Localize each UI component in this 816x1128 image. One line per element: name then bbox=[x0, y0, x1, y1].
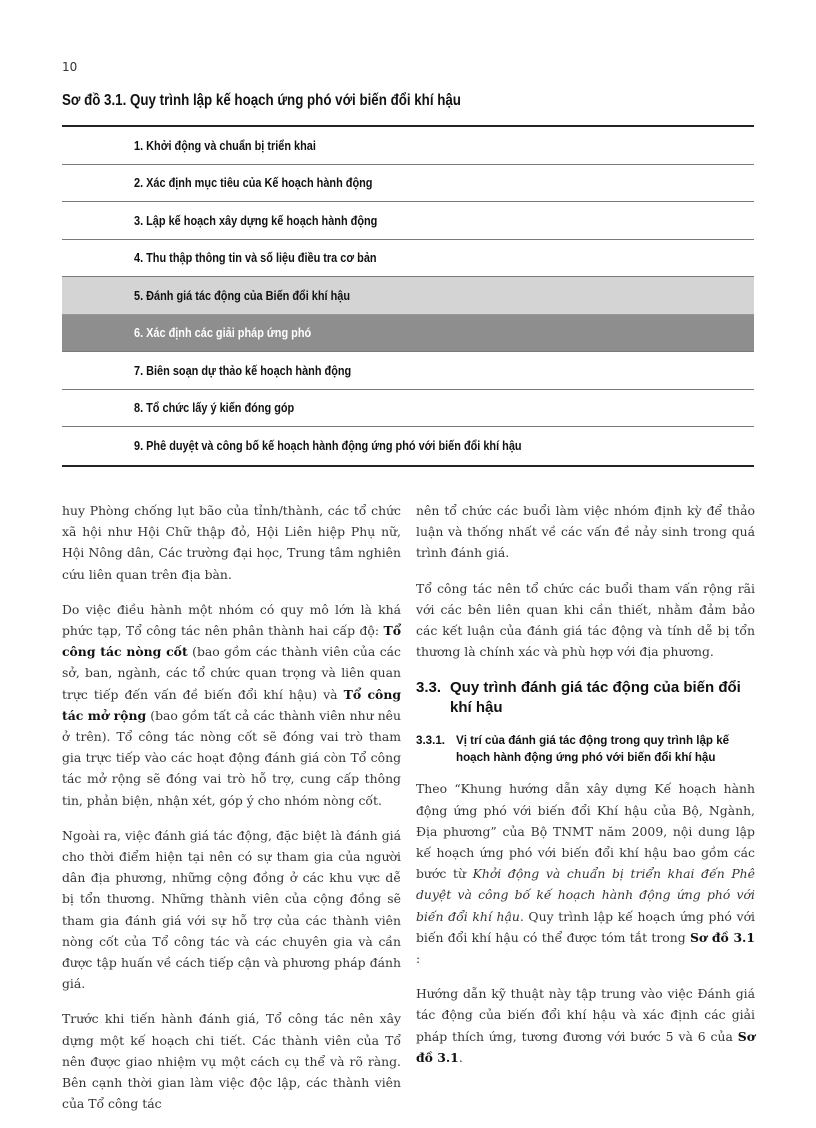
paragraph: Trước khi tiến hành đánh giá, Tổ công tác nên xây dựng một kế hoạch chi tiết. Các thành viên của Tổ nên được giao nhiệm vụ một cách cụ thể và rõ ràng. Bên cạnh thời gian làm việc độc lập, các thành viên của Tổ công tác bbox=[62, 1011, 401, 1112]
right-column bbox=[416, 500, 755, 1082]
left-column bbox=[62, 500, 401, 1128]
step-label: 8. Tổ chức lấy ý kiến đóng góp bbox=[134, 400, 295, 416]
step-label: 5. Đánh giá tác động của Biến đổi khí hậu bbox=[134, 287, 351, 303]
section-title: Quy trình đánh giá tác động của biến đổi khí hậu bbox=[450, 679, 741, 717]
figure-reference: Sơ đồ 3.1 bbox=[689, 929, 755, 945]
process-step-highlighted bbox=[62, 277, 754, 315]
paragraph: Theo “Khung hướng dẫn xây dựng Kế hoạch hành động ứng phó với biến đổi Khí hậu của Bộ, Ngành, Địa phương” của Bộ TNMT năm 2009, nội dung lập kế hoạch ứng phó với biến đổi khí hậu bao gồm các bước từ Khởi động và chuẩn bị triển khai đến Phê duyệt và công bố kế hoạch hành động ứng phó với biến đổi khí hậu. Quy trình lập kế hoạch ứng phó với biến đổi khí hậu có thể được tóm tắt trong Sơ đồ 3.1 : bbox=[416, 781, 755, 967]
page-number: 10 bbox=[62, 60, 78, 74]
step-label: 9. Phê duyệt và công bố kế hoạch hành động ứng phó với biến đổi khí hậu bbox=[134, 438, 522, 454]
subsection-title: Vị trí của đánh giá tác động trong quy trình lập kế hoạch hành động ứng phó với biến đổi khí hậu bbox=[456, 734, 730, 765]
step-label: 7. Biên soạn dự thảo kế hoạch hành động bbox=[134, 362, 352, 378]
paragraph: Hướng dẫn kỹ thuật này tập trung vào việc Đánh giá tác động của biến đổi khí hậu và xác định các giải pháp thích ứng, tương đương với bước 5 và 6 của Sơ đồ 3.1. bbox=[416, 986, 755, 1065]
process-step bbox=[62, 240, 754, 278]
paragraph: Ngoài ra, việc đánh giá tác động, đặc biệt là đánh giá cho thời điểm hiện tại nên có sự tham gia của người dân địa phương, những cộng đồng ở các khu vực dễ bị tổn thương. Những thành viên của cộng đồng sẽ tham gia đánh giá với sự hỗ trợ của các thành viên nòng cốt của Tổ công tác và các chuyên gia và cần được tập huấn về cách tiếp cận và phương pháp đánh giá. bbox=[62, 827, 401, 992]
process-step bbox=[62, 390, 754, 428]
paragraph: Tổ công tác nên tổ chức các buổi tham vấn rộng rãi với các bên liên quan khi cần thiết, nhằm đảm bảo các kết luận của đánh giá tác động và tính dễ bị tổn thương là chính xác và phù hợp với địa phương. bbox=[416, 580, 755, 660]
step-label: 1. Khởi động và chuẩn bị triển khai bbox=[134, 137, 316, 153]
step-label: 2. Xác định mục tiêu của Kế hoạch hành động bbox=[134, 175, 373, 191]
section-number: 3.3. bbox=[416, 679, 442, 697]
step-label: 3. Lập kế hoạch xây dựng kế hoạch hành động bbox=[134, 212, 378, 228]
process-step bbox=[62, 165, 754, 203]
bold-term: Tổ công tác mở rộng bbox=[62, 686, 401, 723]
process-step bbox=[62, 127, 754, 165]
section-heading bbox=[416, 678, 755, 718]
step-label: 4. Thu thập thông tin và số liệu điều tra cơ bản bbox=[134, 250, 377, 266]
figure-title: Sơ đồ 3.1. Quy trình lập kế hoạch ứng phó với biến đổi khí hậu bbox=[62, 92, 461, 109]
process-diagram bbox=[62, 125, 754, 467]
paragraph: Do việc điều hành một nhóm có quy mô lớn là khá phức tạp, Tổ công tác nên phân thành hai cấp độ: Tổ công tác nòng cốt (bao gồm các thành viên của các sở, ban, ngành, các tổ chức quan trọng và liên quan trực tiếp đến vấn đề biến đổi khí hậu) và Tổ công tác mở rộng (bao gồm tất cả các thành viên như nêu ở trên). Tổ công tác nòng cốt sẽ đóng vai trò tham gia trực tiếp vào các hoạt động đánh giá còn Tổ công tác mở rộng sẽ đóng vai trò hỗ trợ, cung cấp thông tin, phản biện, nhận xét, góp ý cho nhóm nòng cốt. bbox=[62, 601, 401, 808]
process-step-highlighted bbox=[62, 315, 754, 353]
subsection-heading bbox=[416, 732, 755, 766]
paragraph: huy Phòng chống lụt bão của tỉnh/thành, các tổ chức xã hội như Hội Chữ thập đỏ, Hội Liên hiệp Phụ nữ, Hội Nông dân, Các trường đại học, Trung tâm nghiên cứu liên quan trên địa bàn. bbox=[62, 503, 401, 582]
subsection-number: 3.3.1. bbox=[416, 734, 446, 748]
paragraph: nên tổ chức các buổi làm việc nhóm định kỳ để thảo luận và thống nhất về các vấn đề nảy sinh trong quá trình đánh giá. bbox=[416, 503, 755, 561]
process-step bbox=[62, 427, 754, 465]
figure-reference: Sơ đồ 3.1 bbox=[416, 1028, 755, 1065]
step-label: 6. Xác định các giải pháp ứng phó bbox=[134, 325, 312, 341]
bold-term: Tổ công tác nòng cốt bbox=[62, 623, 401, 660]
italic-phrase: Khởi động và chuẩn bị triển khai đến Phê duyệt và công bố kế hoạch hành động ứng phó với biến đổi khí hậu bbox=[416, 866, 755, 924]
process-step bbox=[62, 352, 754, 390]
process-step bbox=[62, 202, 754, 240]
